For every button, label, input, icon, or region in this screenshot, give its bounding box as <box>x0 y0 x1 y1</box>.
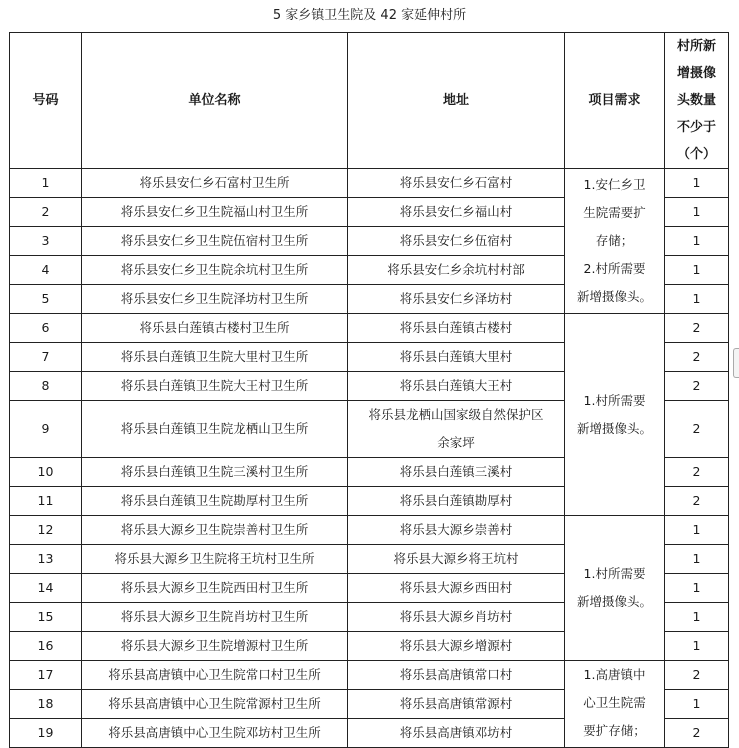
row-address: 将乐县高唐镇邓坊村 <box>348 719 565 748</box>
table-row <box>10 169 729 198</box>
row-camera-count: 1 <box>665 574 729 603</box>
row-address-line: 余家坪 <box>437 435 475 450</box>
row-camera-count: 2 <box>665 314 729 343</box>
row-number: 1 <box>10 169 82 198</box>
row-number: 3 <box>10 227 82 256</box>
row-address: 将乐县高唐镇常口村 <box>348 661 565 690</box>
row-unit-name: 将乐县安仁乡卫生院伍宿村卫生所 <box>82 227 348 256</box>
document-title: 5 家乡镇卫生院及 42 家延伸村所 <box>272 8 467 23</box>
row-number: 10 <box>10 458 82 487</box>
header-number: 号码 <box>10 33 82 169</box>
row-unit-name: 将乐县大源乡卫生院肖坊村卫生所 <box>82 603 348 632</box>
row-camera-count: 2 <box>665 661 729 690</box>
row-camera-count: 1 <box>665 690 729 719</box>
row-unit-name: 将乐县白莲镇卫生院大王村卫生所 <box>82 372 348 401</box>
row-unit-name: 将乐县高唐镇中心卫生院常源村卫生所 <box>82 690 348 719</box>
row-camera-count: 2 <box>665 343 729 372</box>
row-address: 将乐县安仁乡伍宿村 <box>348 227 565 256</box>
row-address: 将乐县白莲镇古楼村 <box>348 314 565 343</box>
side-scroll-handle[interactable] <box>733 348 739 378</box>
row-unit-name: 将乐县安仁乡卫生院泽坊村卫生所 <box>82 285 348 314</box>
row-address: 将乐县大源乡崇善村 <box>348 516 565 545</box>
row-camera-count: 1 <box>665 632 729 661</box>
row-number: 17 <box>10 661 82 690</box>
row-camera-count: 1 <box>665 198 729 227</box>
row-number: 8 <box>10 372 82 401</box>
row-unit-name: 将乐县高唐镇中心卫生院常口村卫生所 <box>82 661 348 690</box>
header-camera-count-line: 头数量 <box>676 93 716 108</box>
row-camera-count: 2 <box>665 401 729 458</box>
row-camera-count: 1 <box>665 603 729 632</box>
requirement-line: 生院需要扩 <box>583 205 646 220</box>
requirement-line: 要扩存储； <box>583 723 646 738</box>
row-address: 将乐县白莲镇大王村 <box>348 372 565 401</box>
row-camera-count: 1 <box>665 227 729 256</box>
row-address: 将乐县白莲镇三溪村 <box>348 458 565 487</box>
row-address: 将乐县高唐镇常源村 <box>348 690 565 719</box>
facility-table <box>9 32 729 748</box>
row-unit-name: 将乐县高唐镇中心卫生院邓坊村卫生所 <box>82 719 348 748</box>
header-camera-count-line: 不少于 <box>676 120 716 135</box>
requirement-line: 2.村所需要 <box>583 261 646 276</box>
row-address-line: 将乐县龙栖山国家级自然保护区 <box>368 407 544 422</box>
row-number: 11 <box>10 487 82 516</box>
row-number: 4 <box>10 256 82 285</box>
row-number: 5 <box>10 285 82 314</box>
row-address: 将乐县安仁乡石富村 <box>348 169 565 198</box>
row-unit-name: 将乐县大源乡卫生院崇善村卫生所 <box>82 516 348 545</box>
requirement-line: 新增摄像头。 <box>576 594 652 609</box>
row-address: 将乐县大源乡西田村 <box>348 574 565 603</box>
requirement-line: 心卫生院需 <box>583 695 646 710</box>
row-address: 将乐县安仁乡泽坊村 <box>348 285 565 314</box>
row-camera-count: 1 <box>665 285 729 314</box>
row-unit-name: 将乐县大源乡卫生院将王坑村卫生所 <box>82 545 348 574</box>
row-unit-name: 将乐县安仁乡石富村卫生所 <box>82 169 348 198</box>
row-unit-name: 将乐县安仁乡卫生院余坑村卫生所 <box>82 256 348 285</box>
row-number: 14 <box>10 574 82 603</box>
requirement-line: 1.高唐镇中 <box>583 667 646 682</box>
requirement-line: 存储； <box>595 233 634 248</box>
row-address: 将乐县大源乡增源村 <box>348 632 565 661</box>
row-unit-name: 将乐县白莲镇古楼村卫生所 <box>82 314 348 343</box>
group-requirement <box>565 516 665 661</box>
requirement-line: 新增摄像头。 <box>576 420 652 436</box>
row-unit-name: 将乐县白莲镇卫生院勘厚村卫生所 <box>82 487 348 516</box>
row-unit-name: 将乐县白莲镇卫生院三溪村卫生所 <box>82 458 348 487</box>
table-row <box>10 661 729 690</box>
row-number: 6 <box>10 314 82 343</box>
header-camera-count-line: 增摄像 <box>676 66 716 81</box>
row-camera-count: 1 <box>665 169 729 198</box>
row-unit-name: 将乐县大源乡卫生院西田村卫生所 <box>82 574 348 603</box>
header-address: 地址 <box>348 33 565 169</box>
row-number: 18 <box>10 690 82 719</box>
row-number: 15 <box>10 603 82 632</box>
group-requirement <box>565 314 665 516</box>
header-camera-count <box>665 33 729 169</box>
header-row <box>10 33 729 169</box>
row-camera-count: 1 <box>665 545 729 574</box>
row-camera-count: 2 <box>665 719 729 748</box>
requirement-line: 新增摄像头。 <box>576 289 652 304</box>
row-address: 将乐县大源乡肖坊村 <box>348 603 565 632</box>
row-address: 将乐县白莲镇勘厚村 <box>348 487 565 516</box>
row-number: 12 <box>10 516 82 545</box>
row-address: 将乐县大源乡将王坑村 <box>348 545 565 574</box>
requirement-line: 1.村所需要 <box>583 566 646 581</box>
row-address: 将乐县安仁乡余坑村村部 <box>348 256 565 285</box>
row-unit-name: 将乐县安仁乡卫生院福山村卫生所 <box>82 198 348 227</box>
header-camera-count-line: 村所新 <box>676 39 716 54</box>
row-camera-count: 2 <box>665 458 729 487</box>
requirement-line: 1.安仁乡卫 <box>583 177 646 192</box>
row-address <box>348 401 565 458</box>
row-number: 2 <box>10 198 82 227</box>
group-requirement <box>565 169 665 314</box>
row-address: 将乐县白莲镇大里村 <box>348 343 565 372</box>
header-camera-count-line: （个） <box>676 147 716 162</box>
table-body <box>10 169 729 748</box>
row-unit-name: 将乐县大源乡卫生院增源村卫生所 <box>82 632 348 661</box>
header-requirement: 项目需求 <box>565 33 665 169</box>
table-row <box>10 516 729 545</box>
row-camera-count: 2 <box>665 372 729 401</box>
row-number: 13 <box>10 545 82 574</box>
row-camera-count: 2 <box>665 487 729 516</box>
row-camera-count: 1 <box>665 516 729 545</box>
table-row <box>10 314 729 343</box>
row-number: 9 <box>10 401 82 458</box>
row-number: 7 <box>10 343 82 372</box>
requirement-line: 1.村所需要 <box>583 392 646 408</box>
row-number: 16 <box>10 632 82 661</box>
row-unit-name: 将乐县白莲镇卫生院龙栖山卫生所 <box>82 401 348 458</box>
row-number: 19 <box>10 719 82 748</box>
header-unit-name: 单位名称 <box>82 33 348 169</box>
row-unit-name: 将乐县白莲镇卫生院大里村卫生所 <box>82 343 348 372</box>
row-camera-count: 1 <box>665 256 729 285</box>
group-requirement <box>565 661 665 748</box>
row-address: 将乐县安仁乡福山村 <box>348 198 565 227</box>
